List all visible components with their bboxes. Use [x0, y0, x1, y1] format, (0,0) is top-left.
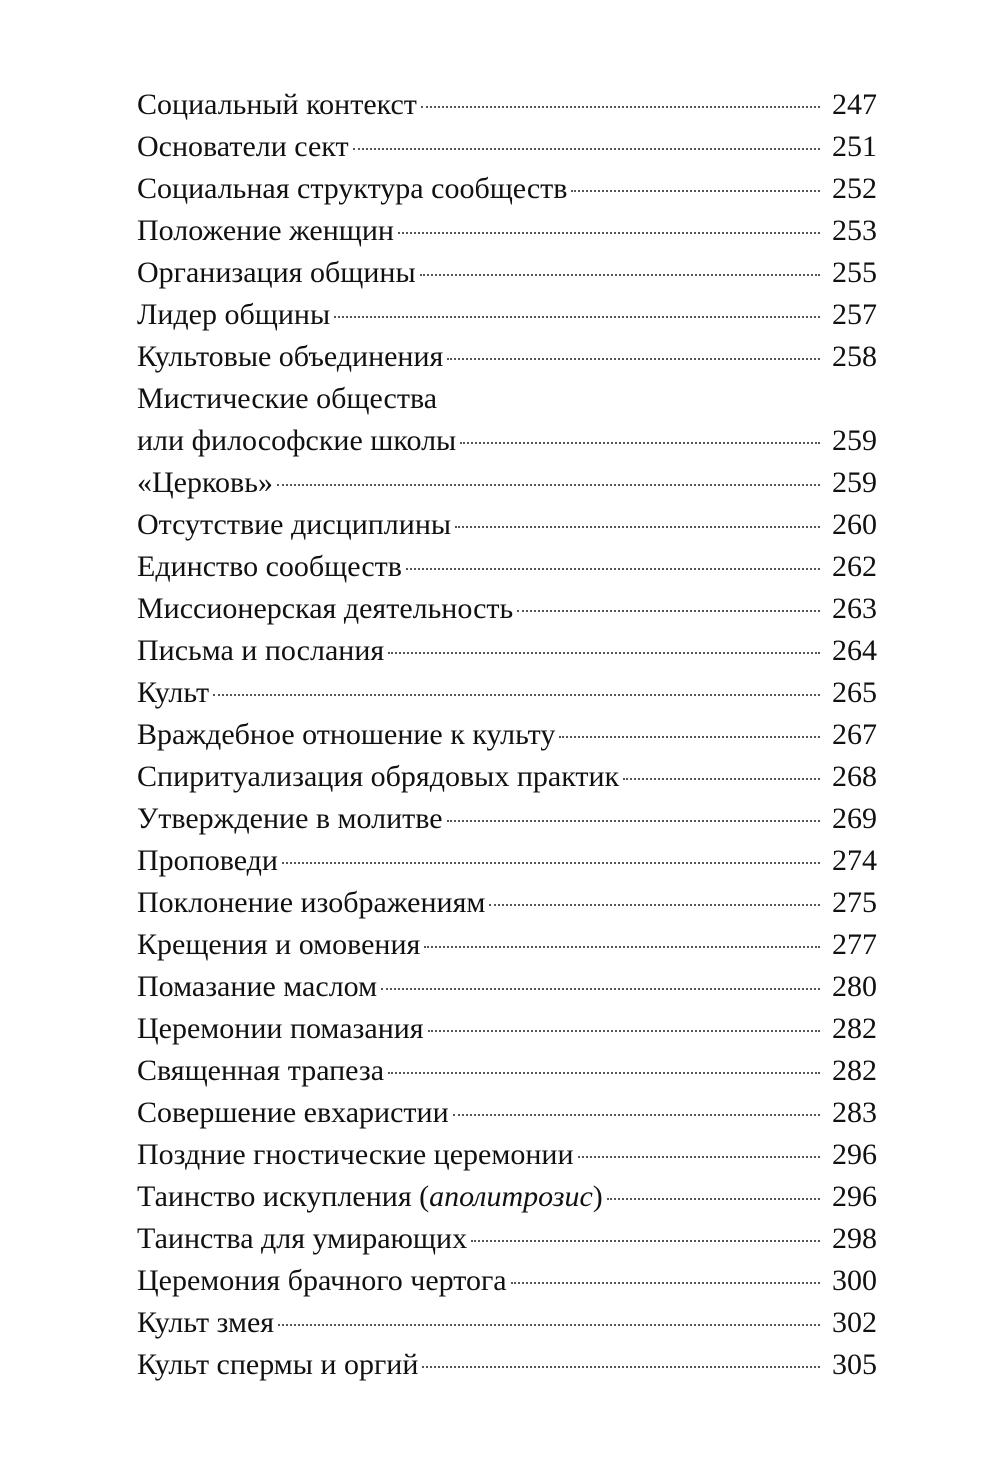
- toc-entry-page: 296: [832, 1180, 877, 1213]
- toc-dot-leader: [623, 778, 820, 780]
- toc-entry: [137, 546, 877, 588]
- toc-entry: [137, 210, 877, 252]
- toc-entry-title: Поздние гностические церемонии: [137, 1138, 574, 1171]
- toc-entry: [137, 1260, 877, 1302]
- toc-entry-page: 257: [832, 298, 877, 331]
- toc-entry-title-text: Таинство искупления (: [137, 1180, 430, 1213]
- toc-entry: [137, 672, 877, 714]
- toc-entry: [137, 630, 877, 672]
- toc-entry-title: Священная трапеза: [137, 1054, 385, 1087]
- toc-dot-leader: [578, 1156, 821, 1158]
- toc-dot-leader: [398, 232, 820, 234]
- table-of-contents: [137, 84, 877, 1386]
- toc-entry-page: 259: [832, 424, 877, 457]
- toc-entry: [137, 84, 877, 126]
- toc-entry-page: 252: [832, 172, 877, 205]
- toc-entry-page: 267: [832, 718, 877, 751]
- toc-entry-page: 268: [832, 760, 877, 793]
- toc-entry-title: «Церковь»: [137, 466, 273, 499]
- toc-entry: [137, 1050, 877, 1092]
- toc-entry-page: 264: [832, 634, 877, 667]
- toc-entry-title: Социальная структура сообществ: [137, 172, 568, 205]
- toc-dot-leader: [381, 988, 820, 990]
- toc-entry-page: 302: [832, 1306, 877, 1339]
- toc-entry-title: Утверждение в молитве: [137, 802, 443, 835]
- toc-entry-title: Помазание маслом: [137, 970, 378, 1003]
- toc-dot-leader: [278, 1324, 820, 1326]
- toc-entry-page: 282: [832, 1012, 877, 1045]
- toc-dot-leader: [447, 358, 820, 360]
- toc-entry: [137, 168, 877, 210]
- toc-entry-title: Культ змея: [137, 1306, 275, 1339]
- toc-entry-title: Крещения и омовения: [137, 928, 421, 961]
- toc-entry-title: Организация общины: [137, 256, 416, 289]
- toc-entry-title: Положение женщин: [137, 214, 394, 247]
- toc-entry-title: Социальный контекст: [137, 88, 417, 121]
- toc-entry: [137, 798, 877, 840]
- toc-entry-title: Единство сообществ: [137, 550, 402, 583]
- toc-entry: [137, 126, 877, 168]
- toc-entry-page: 263: [832, 592, 877, 625]
- toc-entry: [137, 1218, 877, 1260]
- toc-dot-leader: [571, 190, 820, 192]
- toc-entry-page: 260: [832, 508, 877, 541]
- toc-entry: [137, 420, 877, 462]
- toc-entry-page: 300: [832, 1264, 877, 1297]
- toc-entry-title: [137, 1176, 603, 1218]
- toc-entry: [137, 1176, 877, 1218]
- toc-entry-page: 265: [832, 676, 877, 709]
- toc-entry-title: Проповеди: [137, 844, 278, 877]
- toc-entry: [137, 714, 877, 756]
- toc-entry: [137, 1092, 877, 1134]
- toc-dot-leader: [406, 568, 820, 570]
- toc-entry-page: 251: [832, 130, 877, 163]
- toc-entry-page: 247: [832, 88, 877, 121]
- toc-entry-page: 274: [832, 844, 877, 877]
- toc-entry: [137, 1344, 877, 1386]
- toc-entry-title: Церемонии помазания: [137, 1012, 424, 1045]
- toc-dot-leader: [282, 862, 820, 864]
- toc-entry: [137, 1134, 877, 1176]
- toc-entry-title: Письма и послания: [137, 634, 385, 667]
- toc-entry: [137, 966, 877, 1008]
- toc-entry-title: Культовые объединения: [137, 340, 444, 373]
- toc-entry: [137, 1302, 877, 1344]
- toc-entry-title: Таинства для умирающих: [137, 1222, 468, 1255]
- toc-dot-leader: [213, 694, 820, 696]
- toc-entry-continued: [137, 378, 877, 420]
- toc-entry-page: 259: [832, 466, 877, 499]
- toc-dot-leader: [471, 1240, 820, 1242]
- toc-dot-leader: [388, 652, 820, 654]
- toc-dot-leader: [428, 1030, 820, 1032]
- toc-entry: [137, 882, 877, 924]
- toc-dot-leader: [460, 442, 820, 444]
- toc-entry-title: Миссионерская деятельность: [137, 592, 514, 625]
- toc-dot-leader: [277, 484, 820, 486]
- toc-dot-leader: [517, 610, 820, 612]
- toc-dot-leader: [511, 1282, 820, 1284]
- toc-entry-page: 298: [832, 1222, 877, 1255]
- toc-entry-title: Совершение евхаристии: [137, 1096, 449, 1129]
- toc-entry-page: 282: [832, 1054, 877, 1087]
- toc-entry-title: Основатели сект: [137, 130, 349, 163]
- toc-entry-title: Отсутствие дисциплины: [137, 508, 452, 541]
- toc-entry-page: 280: [832, 970, 877, 1003]
- toc-dot-leader: [421, 106, 820, 108]
- toc-entry-title-italic: аполитрозис: [429, 1180, 593, 1213]
- toc-entry-page: 253: [832, 214, 877, 247]
- toc-entry: [137, 336, 877, 378]
- toc-entry-page: 296: [832, 1138, 877, 1171]
- toc-entry-page: 283: [832, 1096, 877, 1129]
- toc-entry-page: 305: [832, 1348, 877, 1381]
- toc-entry: [137, 588, 877, 630]
- toc-entry-title: Враждебное отношение к культу: [137, 718, 556, 751]
- toc-dot-leader: [447, 820, 820, 822]
- toc-entry-title: Культ спермы и оргий: [137, 1348, 419, 1381]
- toc-entry: [137, 924, 877, 966]
- toc-dot-leader: [422, 1366, 820, 1368]
- toc-entry-page: 269: [832, 802, 877, 835]
- toc-entry-title: Спиритуализация обрядовых практик: [137, 760, 620, 793]
- toc-dot-leader: [424, 946, 820, 948]
- toc-entry-title: Поклонение изображениям: [137, 886, 486, 919]
- toc-entry: [137, 840, 877, 882]
- toc-entry: [137, 756, 877, 798]
- toc-entry: [137, 1008, 877, 1050]
- toc-entry-page: 258: [832, 340, 877, 373]
- toc-dot-leader: [334, 316, 820, 318]
- toc-entry-page: 262: [832, 550, 877, 583]
- toc-dot-leader: [453, 1114, 820, 1116]
- toc-entry-title: Церемония брачного чертога: [137, 1264, 507, 1297]
- toc-dot-leader: [489, 904, 820, 906]
- toc-entry-page: 255: [832, 256, 877, 289]
- toc-entry-title: или философские школы: [137, 424, 457, 457]
- toc-entry-title-close: ): [592, 1180, 603, 1213]
- toc-dot-leader: [420, 274, 820, 276]
- toc-entry: [137, 504, 877, 546]
- toc-dot-leader: [559, 736, 820, 738]
- toc-entry-page: 275: [832, 886, 877, 919]
- toc-dot-leader: [388, 1072, 820, 1074]
- toc-entry-page: 277: [832, 928, 877, 961]
- toc-dot-leader: [455, 526, 820, 528]
- toc-entry: [137, 462, 877, 504]
- toc-dot-leader: [607, 1198, 820, 1200]
- toc-entry: [137, 294, 877, 336]
- toc-dot-leader: [353, 148, 820, 150]
- toc-entry: [137, 252, 877, 294]
- toc-entry-title: Мистические общества: [137, 382, 438, 415]
- toc-entry-title: Лидер общины: [137, 298, 331, 331]
- toc-entry-title: Культ: [137, 676, 210, 709]
